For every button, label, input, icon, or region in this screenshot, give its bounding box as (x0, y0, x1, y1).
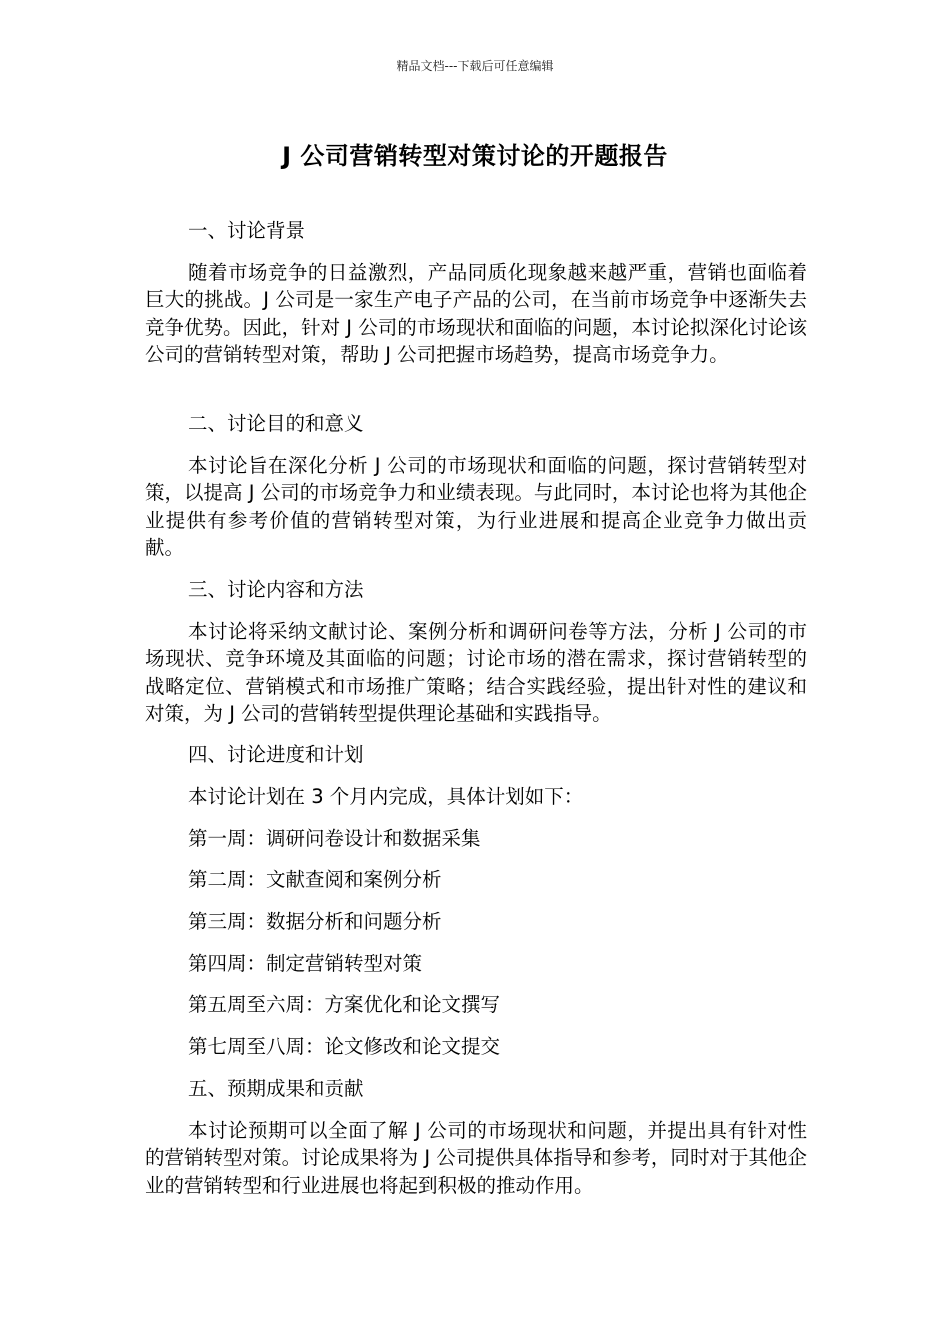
section-paragraph-purpose: 本讨论旨在深化分析 J 公司的市场现状和面临的问题，探讨营销转型对策，以提高 J 公司的市场竞争力和业绩表现。与此同时，本讨论也将为其他企业提供有参考价值的营销转型对策，为行业进展和提高企业竞争力做出贡献。 (145, 454, 807, 559)
section-heading-schedule: 四、讨论进度和计划 (188, 743, 364, 766)
plan-item: 第二周：文献查阅和案例分析 (188, 868, 442, 891)
section-heading-outcomes: 五、预期成果和贡献 (188, 1077, 364, 1100)
plan-item: 第四周：制定营销转型对策 (188, 952, 423, 975)
section-paragraph-background: 随着市场竞争的日益激烈，产品同质化现象越来越严重，营销也面临着巨大的挑战。J 公司是一家生产电子产品的公司，在当前市场竞争中逐渐失去竞争优势。因此，针对 J 公司的市场现状和面临的问题，本讨论拟深化讨论该公司的营销转型对策，帮助 J 公司把握市场趋势，提高市场竞争力。 (145, 261, 807, 366)
plan-item: 第七周至八周：论文修改和论文提交 (188, 1035, 501, 1058)
page-header-watermark: 精品文档---下载后可任意编辑 (396, 59, 554, 73)
plan-item: 第一周：调研问卷设计和数据采集 (188, 827, 481, 850)
section-heading-background: 一、讨论背景 (188, 219, 306, 242)
section-heading-purpose: 二、讨论目的和意义 (188, 412, 364, 435)
document-title: J 公司营销转型对策讨论的开题报告 (282, 142, 668, 170)
schedule-intro: 本讨论计划在 3 个月内完成，具体计划如下： (188, 785, 584, 808)
section-heading-methods: 三、讨论内容和方法 (188, 578, 364, 601)
section-paragraph-methods: 本讨论将采纳文献讨论、案例分析和调研问卷等方法，分析 J 公司的市场现状、竞争环境及其面临的问题；讨论市场的潜在需求，探讨营销转型的战略定位、营销模式和市场推广策略；结合实践经验，提出针对性的建议和对策，为 J 公司的营销转型提供理论基础和实践指导。 (145, 620, 807, 725)
section-paragraph-outcomes: 本讨论预期可以全面了解 J 公司的市场现状和问题，并提出具有针对性的营销转型对策。讨论成果将为 J 公司提供具体指导和参考，同时对于其他企业的营销转型和行业进展也将起到积极的推动作用。 (145, 1119, 807, 1197)
plan-item: 第五周至六周：方案优化和论文撰写 (188, 993, 501, 1016)
plan-item: 第三周：数据分析和问题分析 (188, 910, 442, 933)
